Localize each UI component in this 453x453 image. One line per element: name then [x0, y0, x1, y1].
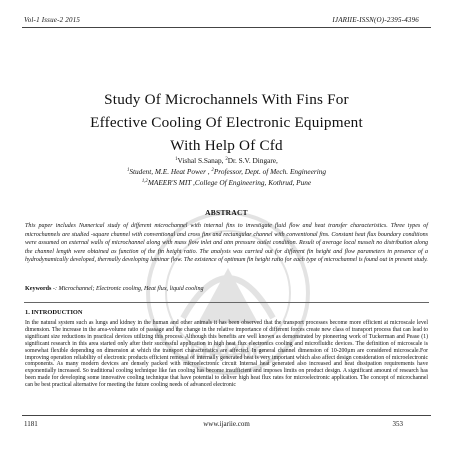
abstract-text: This paper includes Numerical study of different microchannel with internal fins to investigate fluid flow and heat transfer characteristics. Three types of microchannels are studied -square channel with conventional and cross fins and rectangular channel with conventional fins. Constant heat flux boundary conditions were assumed on external walls of microchannel along with mass flow inlet and atm pressure outlet condition. Result of average local nusselt no distribution along the channel length were obtained as function of the fin height ratio. The analysis was carried out for different fin height and flow parameters in presence of a hydrodynamically developed, thermally developing laminar flow. The existence of optimum fin height ratio for each type of microchannel is found out in present study. [25, 223, 428, 264]
title-line-3: With Help Of Cfd [170, 137, 283, 154]
title-line-2: Effective Cooling Of Electronic Equipment [90, 114, 363, 131]
issn-label: IJARIIE-ISSN(O)-2395-4396 [332, 16, 419, 24]
introduction-text: In the natural system such as lungs and kidney in the human and other animals it has been observed that the transport processes become more efficient at microscale level dimension. The increase in the area-volume ratio of passage and the change in the relative importance of different forces create new class of transport process that can lead to significant size reductions in practical devices utilizing this process. Although this benefits are well known as demonstrated by pioneering work of Tuckerman and Pease (1) significant research in this area started only after their successful application in high heat flux electronics cooling and microfluidic devices. The definition of microscale is somewhat flexible depending on dimension at which the transport characteristics are affected. In general channel dimension of 10-200µm are considered microscale.For improving operation reliability of electronic products efficient removal of internally generated heat is very important which also affect design consideration of microelectronic components. As many modern devices are densely packed with microelectronic circuit Internal heat generated also increased and heat dissipation requirements have exponentially increased. So traditional cooling technique like fan cooling has become insufficient and imposes limits on product design. A significant amount of research has been made for developing some innovative cooling technique that have potential to deliver high heat flux rates for microelectronic application. The concept of microchannel can be best practical alternative for meeting the future cooling needs of advanced electronic [25, 320, 428, 389]
author-2: Dr. S.V. Dingare, [227, 156, 278, 165]
keywords-label: Keywords [25, 286, 52, 292]
keywords-line [25, 286, 428, 292]
paper-id: 1181 [24, 420, 38, 428]
paper-title [20, 88, 433, 157]
affiliation-2: Professor, Dept. of Mech. Engineering [213, 167, 327, 176]
page-number: 353 [392, 420, 403, 428]
author-1: Vishal S.Sanap, [177, 156, 226, 165]
author-block [0, 155, 453, 188]
section-rule [24, 302, 429, 303]
author-affiliation-roles: $^1$Student, M.E. Heat Power , $^2$Professor, Dept. of Mech. Engineering [126, 167, 327, 176]
footer-rule [22, 415, 431, 416]
keywords-text: -: Microchannel; Electronic cooling, Heat flux, liquid cooling [51, 286, 204, 292]
author-institution: $^{1,2}$MAEER'S MIT ,College Of Engineering, Kothrud, Pune [141, 178, 312, 187]
title-line-1: Study Of Microchannels With Fins For [104, 91, 349, 108]
header-rule [22, 27, 431, 28]
svg-text:IJARIIE: IJARIIE [189, 338, 267, 363]
affiliation-1: Student, M.E. Heat Power , [129, 167, 212, 176]
volume-issue-label: Vol-1 Issue-2 2015 [24, 16, 81, 24]
journal-website: www.ijariie.com [203, 420, 250, 428]
introduction-heading: 1. INTRODUCTION [25, 309, 83, 316]
abstract-heading: ABSTRACT [205, 208, 248, 217]
affiliation-3: MAEER'S MIT ,College Of Engineering, Kothrud, Pune [147, 178, 312, 187]
author-names: $^1$Vishal S.Sanap, $^2$Dr. S.V. Dingare, [175, 156, 278, 165]
